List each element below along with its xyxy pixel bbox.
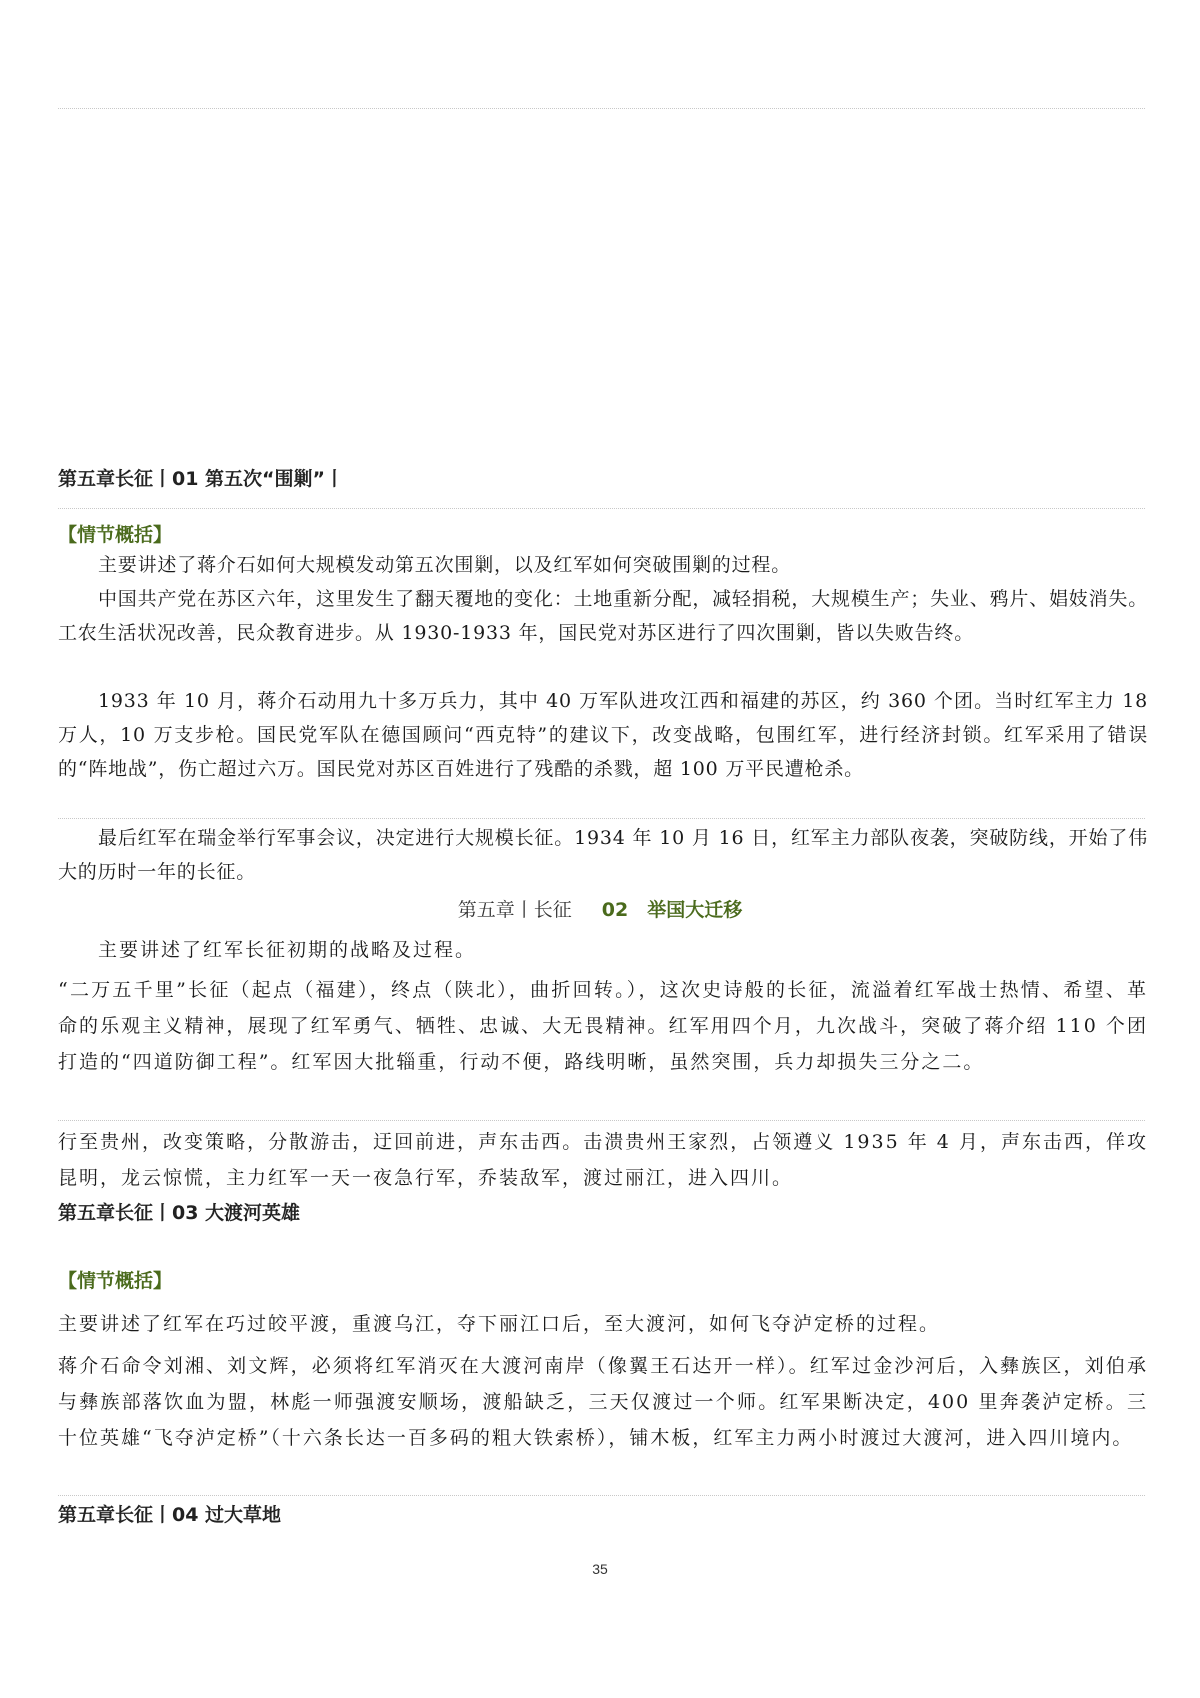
paragraph: 中国共产党在苏区六年，这里发生了翻天覆地的变化：土地重新分配，减轻捐税，大规模生产；失业、鸦片、娼妓消失。工农生活状况改善，民众教育进步。从 1930-1933 年，国民党对苏区进行了四次围剿，皆以失败告终。 xyxy=(58,588,1148,644)
section-title: 02 举国大迁移 xyxy=(601,899,743,921)
chapter-heading-04: 第五章长征丨04 过大草地 xyxy=(58,1504,282,1526)
divider xyxy=(58,1495,1145,1496)
top-rule xyxy=(58,108,1145,109)
paragraph: 1933 年 10 月，蒋介石动用九十多万兵力，其中 40 万军队进攻江西和福建的苏区，约 360 个团。当时红军主力 18 万人，10 万支步枪。国民党军队在德国顾问“西克特”的建议下，改变战略，包围红军，进行经济封锁。红军采用了错误的“阵地战”，伤亡超过六万。国民党对苏区百姓进行了残酷的杀戮，超 100 万平民遭枪杀。 xyxy=(58,690,1148,780)
page-number: 35 xyxy=(592,1561,608,1577)
summary-label: 【情节概括】 xyxy=(58,524,173,546)
summary-label: 【情节概括】 xyxy=(58,1270,173,1292)
chapter-heading-02 xyxy=(0,895,1200,922)
paragraph: 主要讲述了红军长征初期的战略及过程。 xyxy=(98,939,477,961)
paragraph: “二万五千里”长征（起点（福建），终点（陕北），曲折回转。），这次史诗般的长征，流溢着红军战士热情、希望、革命的乐观主义精神，展现了红军勇气、牺牲、忠诚、大无畏精神。红军用四个月，九次战斗，突破了蒋介绍 110 个团打造的“四道防御工程”。红军因大批辎重，行动不便，路线明晰，虽然突围，兵力却损失三分之二。 xyxy=(58,979,1148,1073)
chapter-heading-01: 第五章长征丨01 第五次“围剿”丨 xyxy=(58,468,345,490)
paragraph: 蒋介石命令刘湘、刘文辉，必须将红军消灭在大渡河南岸（像翼王石达开一样）。红军过金沙河后，入彝族区，刘伯承与彝族部落饮血为盟，林彪一师强渡安顺场，渡船缺乏，三天仅渡过一个师。红军果断决定，400 里奔袭泸定桥。三十位英雄“飞夺泸定桥”（十六条长达一百多码的粗大铁索桥），铺木板，红军主力两小时渡过大渡河，进入四川境内。 xyxy=(58,1355,1148,1449)
divider xyxy=(58,508,1145,509)
paragraph: 行至贵州，改变策略，分散游击，迂回前进，声东击西。击溃贵州王家烈，占领遵义 1935 年 4 月，声东击西，佯攻昆明，龙云惊慌，主力红军一天一夜急行军，乔装敌军，渡过丽江，进入四川。 xyxy=(58,1131,1148,1189)
divider xyxy=(58,1120,1145,1121)
paragraph: 主要讲述了蒋介石如何大规模发动第五次围剿，以及红军如何突破围剿的过程。 xyxy=(98,554,792,576)
divider xyxy=(58,818,1145,819)
chapter-heading-03: 第五章长征丨03 大渡河英雄 xyxy=(58,1202,301,1224)
chapter-title: 第五章丨长征 xyxy=(457,899,572,921)
paragraph: 主要讲述了红军在巧过皎平渡，重渡乌江，夺下丽江口后，至大渡河，如何飞夺泸定桥的过程。 xyxy=(58,1313,941,1335)
paragraph: 最后红军在瑞金举行军事会议，决定进行大规模长征。1934 年 10 月 16 日，红军主力部队夜袭，突破防线，开始了伟大的历时一年的长征。 xyxy=(58,827,1148,883)
